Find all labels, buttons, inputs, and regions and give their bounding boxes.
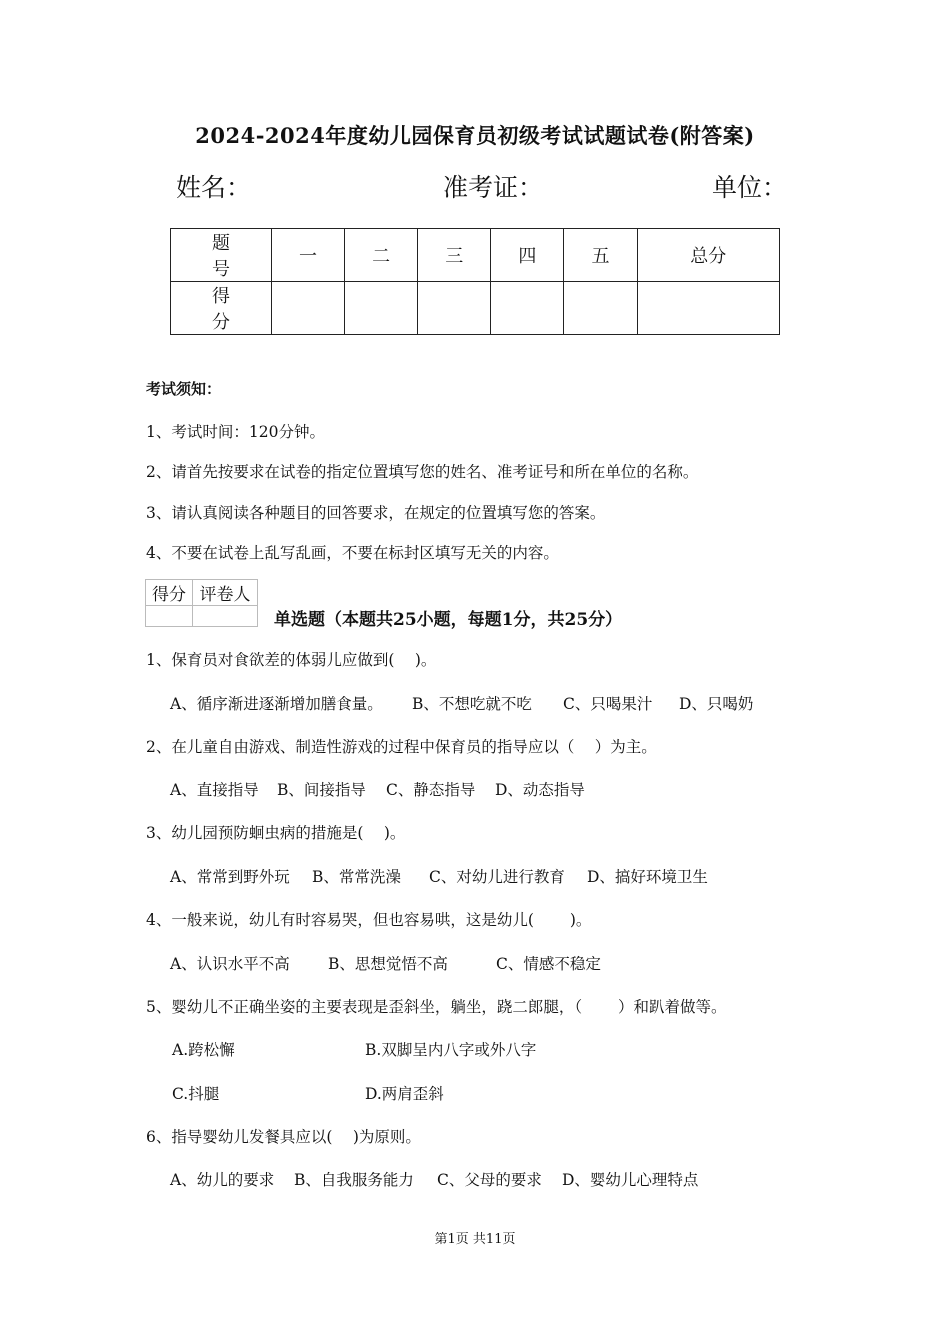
note-item: 4、不要在试卷上乱写乱画，不要在标封区填写无关的内容。 bbox=[146, 544, 559, 562]
score-table-header-row bbox=[171, 229, 780, 282]
answer-option[interactable]: D、只喝奶 bbox=[679, 695, 754, 713]
answer-option[interactable]: C、只喝果汁 bbox=[563, 695, 653, 713]
question-text: 5、婴幼儿不正确坐姿的主要表现是歪斜坐，躺坐，跷二郎腿，（ ）和趴着做等。 bbox=[146, 998, 727, 1016]
answer-option[interactable]: A、认识水平不高 bbox=[170, 955, 290, 973]
column-label: 二 bbox=[345, 229, 418, 282]
score-cell[interactable] bbox=[637, 282, 779, 335]
note-item: 1、考试时间：120分钟。 bbox=[146, 423, 325, 441]
answer-option[interactable]: D、搞好环境卫生 bbox=[587, 868, 708, 886]
answer-option[interactable]: C、静态指导 bbox=[386, 781, 476, 799]
answer-option[interactable]: C.抖腿 bbox=[172, 1085, 220, 1103]
question-number-label: 题 号 bbox=[171, 229, 272, 282]
grader-score-label: 得分 bbox=[146, 580, 193, 606]
name-label: 姓名： bbox=[176, 173, 252, 202]
answer-option[interactable]: B.双脚呈内八字或外八字 bbox=[365, 1041, 537, 1059]
answer-option[interactable]: B、不想吃就不吃 bbox=[412, 695, 532, 713]
score-cell[interactable] bbox=[491, 282, 564, 335]
grader-score-cell[interactable] bbox=[146, 606, 193, 627]
answer-option[interactable]: A.跨松懈 bbox=[172, 1041, 235, 1059]
note-item: 3、请认真阅读各种题目的回答要求，在规定的位置填写您的答案。 bbox=[146, 504, 606, 522]
column-label: 三 bbox=[418, 229, 491, 282]
question-text: 2、在儿童自由游戏、制造性游戏的过程中保育员的指导应以（ ）为主。 bbox=[146, 738, 657, 756]
answer-option[interactable]: B、间接指导 bbox=[277, 781, 366, 799]
answer-option[interactable]: B、常常洗澡 bbox=[312, 868, 401, 886]
score-cell[interactable] bbox=[564, 282, 637, 335]
answer-option[interactable]: C、父母的要求 bbox=[437, 1171, 542, 1189]
answer-option[interactable]: C、情感不稳定 bbox=[496, 955, 601, 973]
column-label: 一 bbox=[272, 229, 345, 282]
answer-option[interactable]: C、对幼儿进行教育 bbox=[429, 868, 565, 886]
score-label: 得 分 bbox=[171, 282, 272, 335]
page-footer: 第1页 共11页 bbox=[434, 1232, 516, 1247]
score-cell[interactable] bbox=[345, 282, 418, 335]
grader-box bbox=[145, 579, 258, 627]
answer-option[interactable]: A、常常到野外玩 bbox=[170, 868, 290, 886]
score-cell[interactable] bbox=[418, 282, 491, 335]
exam-title: 2024-2024年度幼儿园保育员初级考试试题试卷(附答案) bbox=[195, 123, 755, 148]
question-text: 1、保育员对食欲差的体弱儿应做到( )。 bbox=[146, 651, 437, 669]
column-label: 四 bbox=[491, 229, 564, 282]
candidate-fields bbox=[0, 168, 950, 204]
notes-title: 考试须知： bbox=[146, 380, 222, 398]
column-label: 总分 bbox=[637, 229, 779, 282]
question-text: 3、幼儿园预防蛔虫病的措施是( )。 bbox=[146, 824, 406, 842]
section-title: 单选题（本题共25小题，每题1分，共25分） bbox=[274, 610, 623, 630]
answer-option[interactable]: D.两肩歪斜 bbox=[365, 1085, 444, 1103]
question-text: 4、一般来说，幼儿有时容易哭，但也容易哄，这是幼儿( )。 bbox=[146, 911, 592, 929]
exam-id-label: 准考证： bbox=[443, 173, 544, 202]
answer-option[interactable]: A、循序渐进逐渐增加膳食量。 bbox=[170, 695, 383, 713]
score-table-score-row bbox=[171, 282, 780, 335]
note-item: 2、请首先按要求在试卷的指定位置填写您的姓名、准考证号和所在单位的名称。 bbox=[146, 463, 699, 481]
score-table bbox=[170, 228, 780, 335]
unit-label: 单位： bbox=[712, 173, 788, 202]
answer-option[interactable]: D、婴幼儿心理特点 bbox=[562, 1171, 699, 1189]
answer-option[interactable]: A、幼儿的要求 bbox=[170, 1171, 275, 1189]
score-cell[interactable] bbox=[272, 282, 345, 335]
question-text: 6、指导婴幼儿发餐具应以( )为原则。 bbox=[146, 1128, 421, 1146]
column-label: 五 bbox=[564, 229, 637, 282]
answer-option[interactable]: A、直接指导 bbox=[170, 781, 259, 799]
answer-option[interactable]: B、自我服务能力 bbox=[294, 1171, 414, 1189]
answer-option[interactable]: D、动态指导 bbox=[495, 781, 585, 799]
answer-option[interactable]: B、思想觉悟不高 bbox=[328, 955, 448, 973]
grader-reviewer-label: 评卷人 bbox=[193, 580, 258, 606]
grader-reviewer-cell[interactable] bbox=[193, 606, 258, 627]
